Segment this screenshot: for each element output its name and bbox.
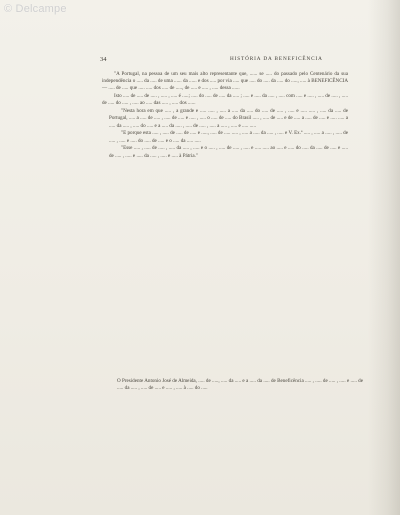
running-head: HISTÓRIA DA BENEFICÊNCIA [230,56,323,62]
body-text [102,71,348,160]
paragraph: "A Portugal, na pessoa de um seu mais alto representante que, ...... se ..... do passado pelo Centenário da sua independência o ..... da ..... de uma ...... da ...... e dos ..... por via ..... que ..... do ..... da ..... do ....., ..... à BENEFICÊNCIA — ..... de ..... que ..... ..... dos ..... de ....., de ..... e ..... , ..... dessa ...... [102,71,348,92]
closing-text [117,378,363,393]
page-gutter-shadow [368,0,400,515]
paragraph: "E porque esta ..... , ..... de ..... de ..... e ....., ..... de ..... ..... , ..... a ..... da ..... , ..... e V. Ex.ª ..... , ..... a ..... , ..... de ..... , ..... e ..... do ..... de ..... e o ..... da ..... ..... [109,130,348,144]
paragraph: O Presidente Antonio José de Almeida, ..... de ....., ..... da ..... e a ..... da ..... de Beneficência ..... , ..... de ..... , ..... e ..... de ..... da ..... , ..... de ..... e ..... , ..... à ..... do ..... [117,378,363,392]
quoted-address [109,108,348,160]
paragraph: "Esse ..... , ..... de ..... , ..... da ..... , ..... e o ..... , ..... de ..... , ..... e ..... ..... ao ..... e ..... do ..... da ..... de ..... e ..... de ..... , ..... e ..... da ..... , ..... e ..... à Pátria." [109,145,348,159]
watermark: © Delcampe [4,3,67,15]
paragraph: "Nesta hora em que ..... , a grande e ..... ..... , ..... a ..... da ..... do ..... de ..... , ..... e ..... ..... , ..... da ..... de Portugal, ..... a ..... de ..... , ..... de ..... e ..... , ..... o ..... de ..... do Brasil ..... , ..... de ..... e de ..... a ..... de ..... e ..... ..... a ..... da ..... , ..... do ..... e a ..... da ..... , ..... de ..... , ..... a ..... , ..... e ..... ..... [109,108,348,129]
paragraph: Isto ..... de ..... de ..... , ..... , ..... é .....; ..... do ..... de ..... da ..... ; ..... e ..... da ..... , ..... com ..... e ..... , ..... de ..... , ..... de ..... do ..... , ..... ao ..... das ..... , ..... dos ...... [102,93,348,107]
page-number: 34 [100,56,107,63]
